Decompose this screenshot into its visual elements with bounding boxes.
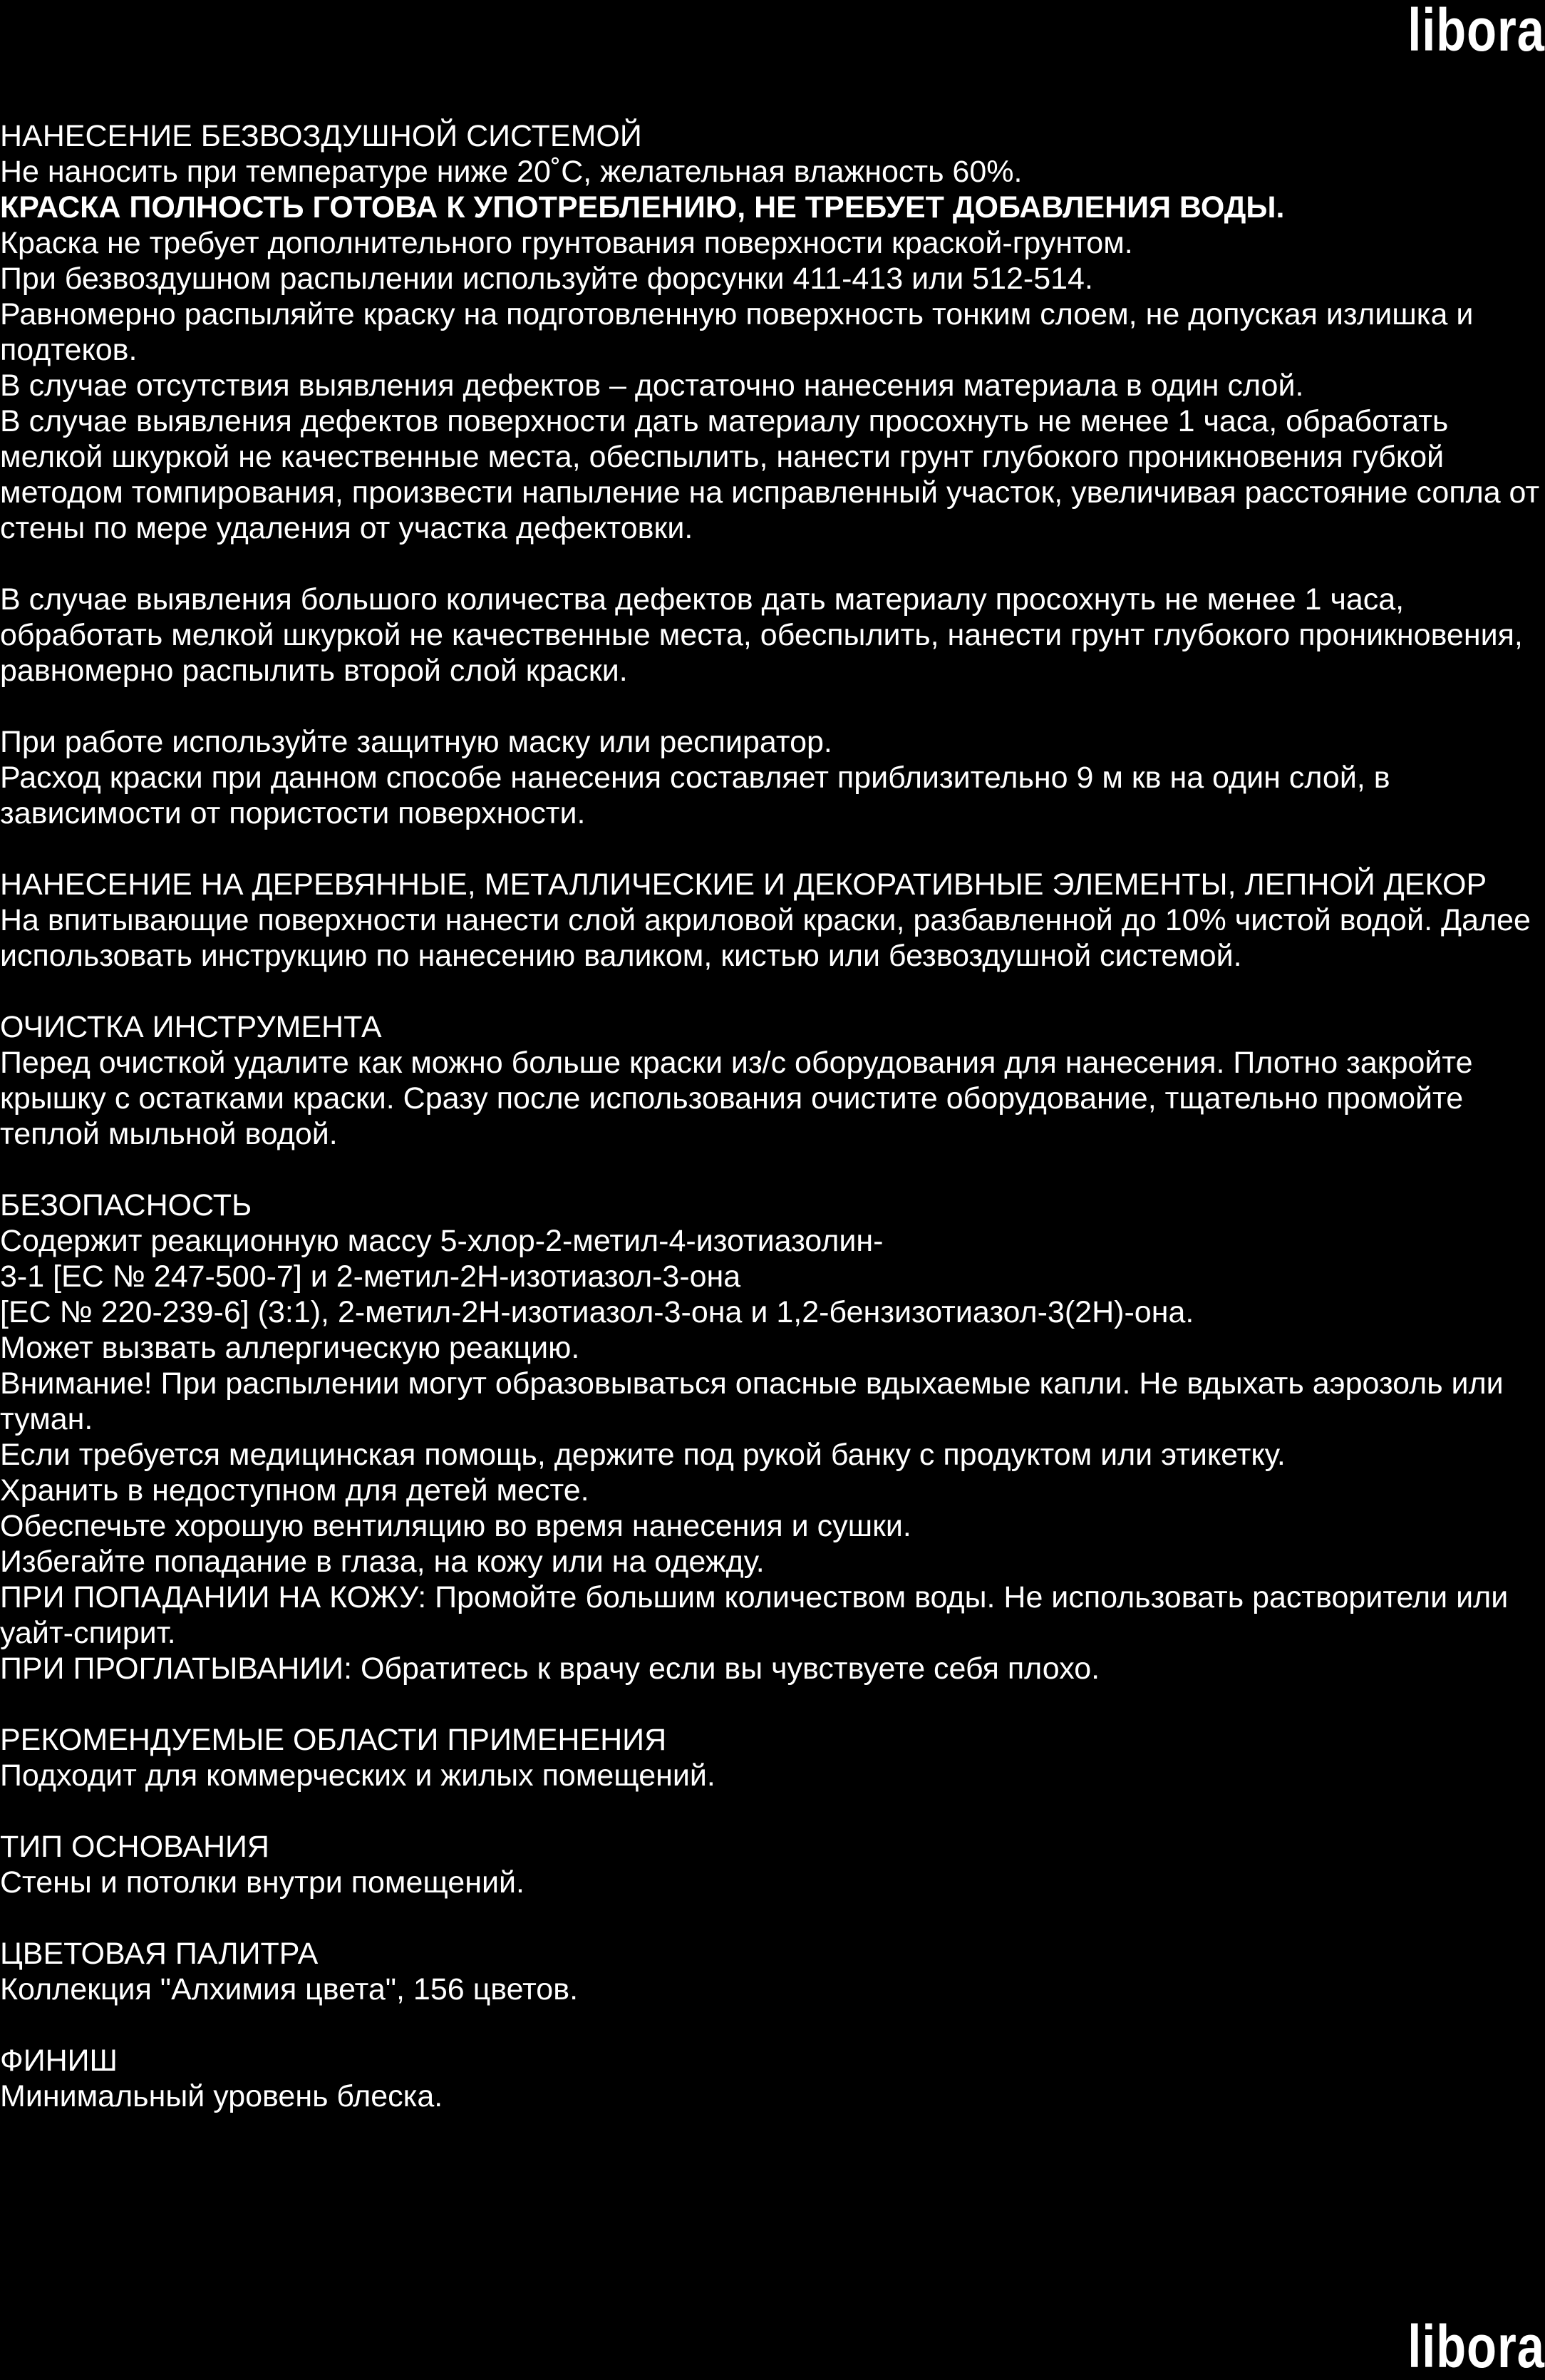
section-recommended-areas — [0, 1722, 1544, 1793]
airless-line-no-primer: Краска не требует дополнительного грунтования поверхности краской-грунтом. — [0, 226, 1133, 260]
safety-line: Может вызвать аллергическую реакцию. — [0, 1331, 580, 1365]
areas-text: Подходит для коммерческих и жилых помещений. — [0, 1758, 715, 1793]
safety-line: Содержит реакционную массу 5-хлор-2-метил-4-изотиазолин- — [0, 1224, 884, 1258]
section-heading-finish: ФИНИШ — [0, 2044, 118, 2078]
document-body — [0, 118, 1544, 2150]
palette-text: Коллекция "Алхимия цвета", 156 цветов. — [0, 1972, 579, 2006]
safety-line: ПРИ ПРОГЛАТЫВАНИИ: Обратитесь к врачу если вы чувствуете себя плохо. — [0, 1652, 1100, 1686]
safety-line: [ЕС № 220-239-6] (3:1), 2-метил-2Н-изотиазол-3-она и 1,2-бензизотиазол-3(2Н)-она. — [0, 1295, 1194, 1329]
section-finish — [0, 2043, 1544, 2114]
brand-logo-bottom: libora — [1407, 2313, 1545, 2380]
paragraph-gap — [0, 689, 1544, 724]
section-tool-cleaning — [0, 1009, 1544, 1152]
section-heading-safety: БЕЗОПАСНОСТЬ — [0, 1188, 252, 1222]
substrate-text: Стены и потолки внутри помещений. — [0, 1865, 525, 1900]
safety-line: Хранить в недоступном для детей месте. — [0, 1473, 589, 1508]
safety-line: 3-1 [ЕС № 247-500-7] и 2-метил-2Н-изотиазол-3-она — [0, 1259, 741, 1294]
airless-paragraph-many-defects: В случае выявления большого количества дефектов дать материалу просохнуть не менее 1 часа, обработать мелкой шкуркой не качественные места, обеспылить, нанести грунт глубокого проникновения, равномерно распылить второй слой краски. — [0, 582, 1523, 688]
section-heading-areas: РЕКОМЕНДУЕМЫЕ ОБЛАСТИ ПРИМЕНЕНИЯ — [0, 1723, 667, 1757]
section-airless-application — [0, 118, 1544, 831]
airless-line-temperature: Не наносить при температуре ниже 20˚С, желательная влажность 60%. — [0, 155, 1023, 189]
decor-text: На впитывающие поверхности нанести слой акриловой краски, разбавленной до 10% чистой водой. Далее использовать инструкцию по нанесению валиком, кистью или безвоздушной системой. — [0, 903, 1531, 973]
safety-line: ПРИ ПОПАДАНИИ НА КОЖУ: Промойте большим количеством воды. Не использовать растворители или уайт-спирит. — [0, 1580, 1509, 1650]
airless-line-ready-to-use: КРАСКА ПОЛНОСТЬ ГОТОВА К УПОТРЕБЛЕНИЮ, НЕ ТРЕБУЕТ ДОБАВЛЕНИЯ ВОДЫ. — [0, 190, 1285, 225]
safety-line: Внимание! При распылении могут образовываться опасные вдыхаемые капли. Не вдыхать аэрозоль или туман. — [0, 1366, 1504, 1436]
airless-line-one-layer: В случае отсутствия выявления дефектов – достаточно нанесения материала в один слой. — [0, 369, 1304, 403]
section-heading-airless: НАНЕСЕНИЕ БЕЗВОЗДУШНОЙ СИСТЕМОЙ — [0, 119, 642, 153]
safety-line: Если требуется медицинская помощь, держите под рукой банку с продуктом или этикетку. — [0, 1438, 1286, 1472]
cleaning-text: Перед очисткой удалите как можно больше краски из/с оборудования для нанесения. Плотно закройте крышку с остатками краски. Сразу после использования очистите оборудование, тщательно промойте теплой мыльной водой. — [0, 1046, 1473, 1151]
section-heading-cleaning: ОЧИСТКА ИНСТРУМЕНТА — [0, 1010, 382, 1044]
brand-logo-top: libora — [1407, 0, 1545, 63]
airless-line-nozzles: При безвоздушном распылении используйте форсунки 411-413 или 512-514. — [0, 262, 1093, 296]
section-safety — [0, 1188, 1544, 1686]
section-heading-decor: НАНЕСЕНИЕ НА ДЕРЕВЯННЫЕ, МЕТАЛЛИЧЕСКИЕ И ДЕКОРАТИВНЫЕ ЭЛЕМЕНТЫ, ЛЕПНОЙ ДЕКОР — [0, 867, 1487, 902]
airless-line-defects: В случае выявления дефектов поверхности дать материалу просохнуть не менее 1 часа, обработать мелкой шкуркой не качественные места, обеспылить, нанести грунт глубокого проникновения губкой методом томпирования, произвести напыление на исправленный участок, увеличивая расстояние сопла от стены по мере удаления от участка дефектовки. — [0, 404, 1540, 545]
finish-text: Минимальный уровень блеска. — [0, 2079, 443, 2113]
airless-line-thin-layer: Равномерно распыляйте краску на подготовленную поверхность тонким слоем, не допуская излишка и подтеков. — [0, 297, 1474, 367]
section-decor-application — [0, 867, 1544, 974]
safety-line: Избегайте попадание в глаза, на кожу или на одежду. — [0, 1545, 765, 1579]
section-heading-palette: ЦВЕТОВАЯ ПАЛИТРА — [0, 1937, 319, 1971]
section-heading-substrate: ТИП ОСНОВАНИЯ — [0, 1830, 269, 1864]
safety-line: Обеспечьте хорошую вентиляцию во время нанесения и сушки. — [0, 1509, 911, 1543]
airless-line-consumption: Расход краски при данном способе нанесения составляет приблизительно 9 м кв на один слой, в зависимости от пористости поверхности. — [0, 761, 1390, 830]
paragraph-gap — [0, 546, 1544, 582]
airless-line-mask: При работе используйте защитную маску или респиратор. — [0, 725, 832, 759]
section-substrate-type — [0, 1829, 1544, 1900]
section-color-palette — [0, 1936, 1544, 2007]
